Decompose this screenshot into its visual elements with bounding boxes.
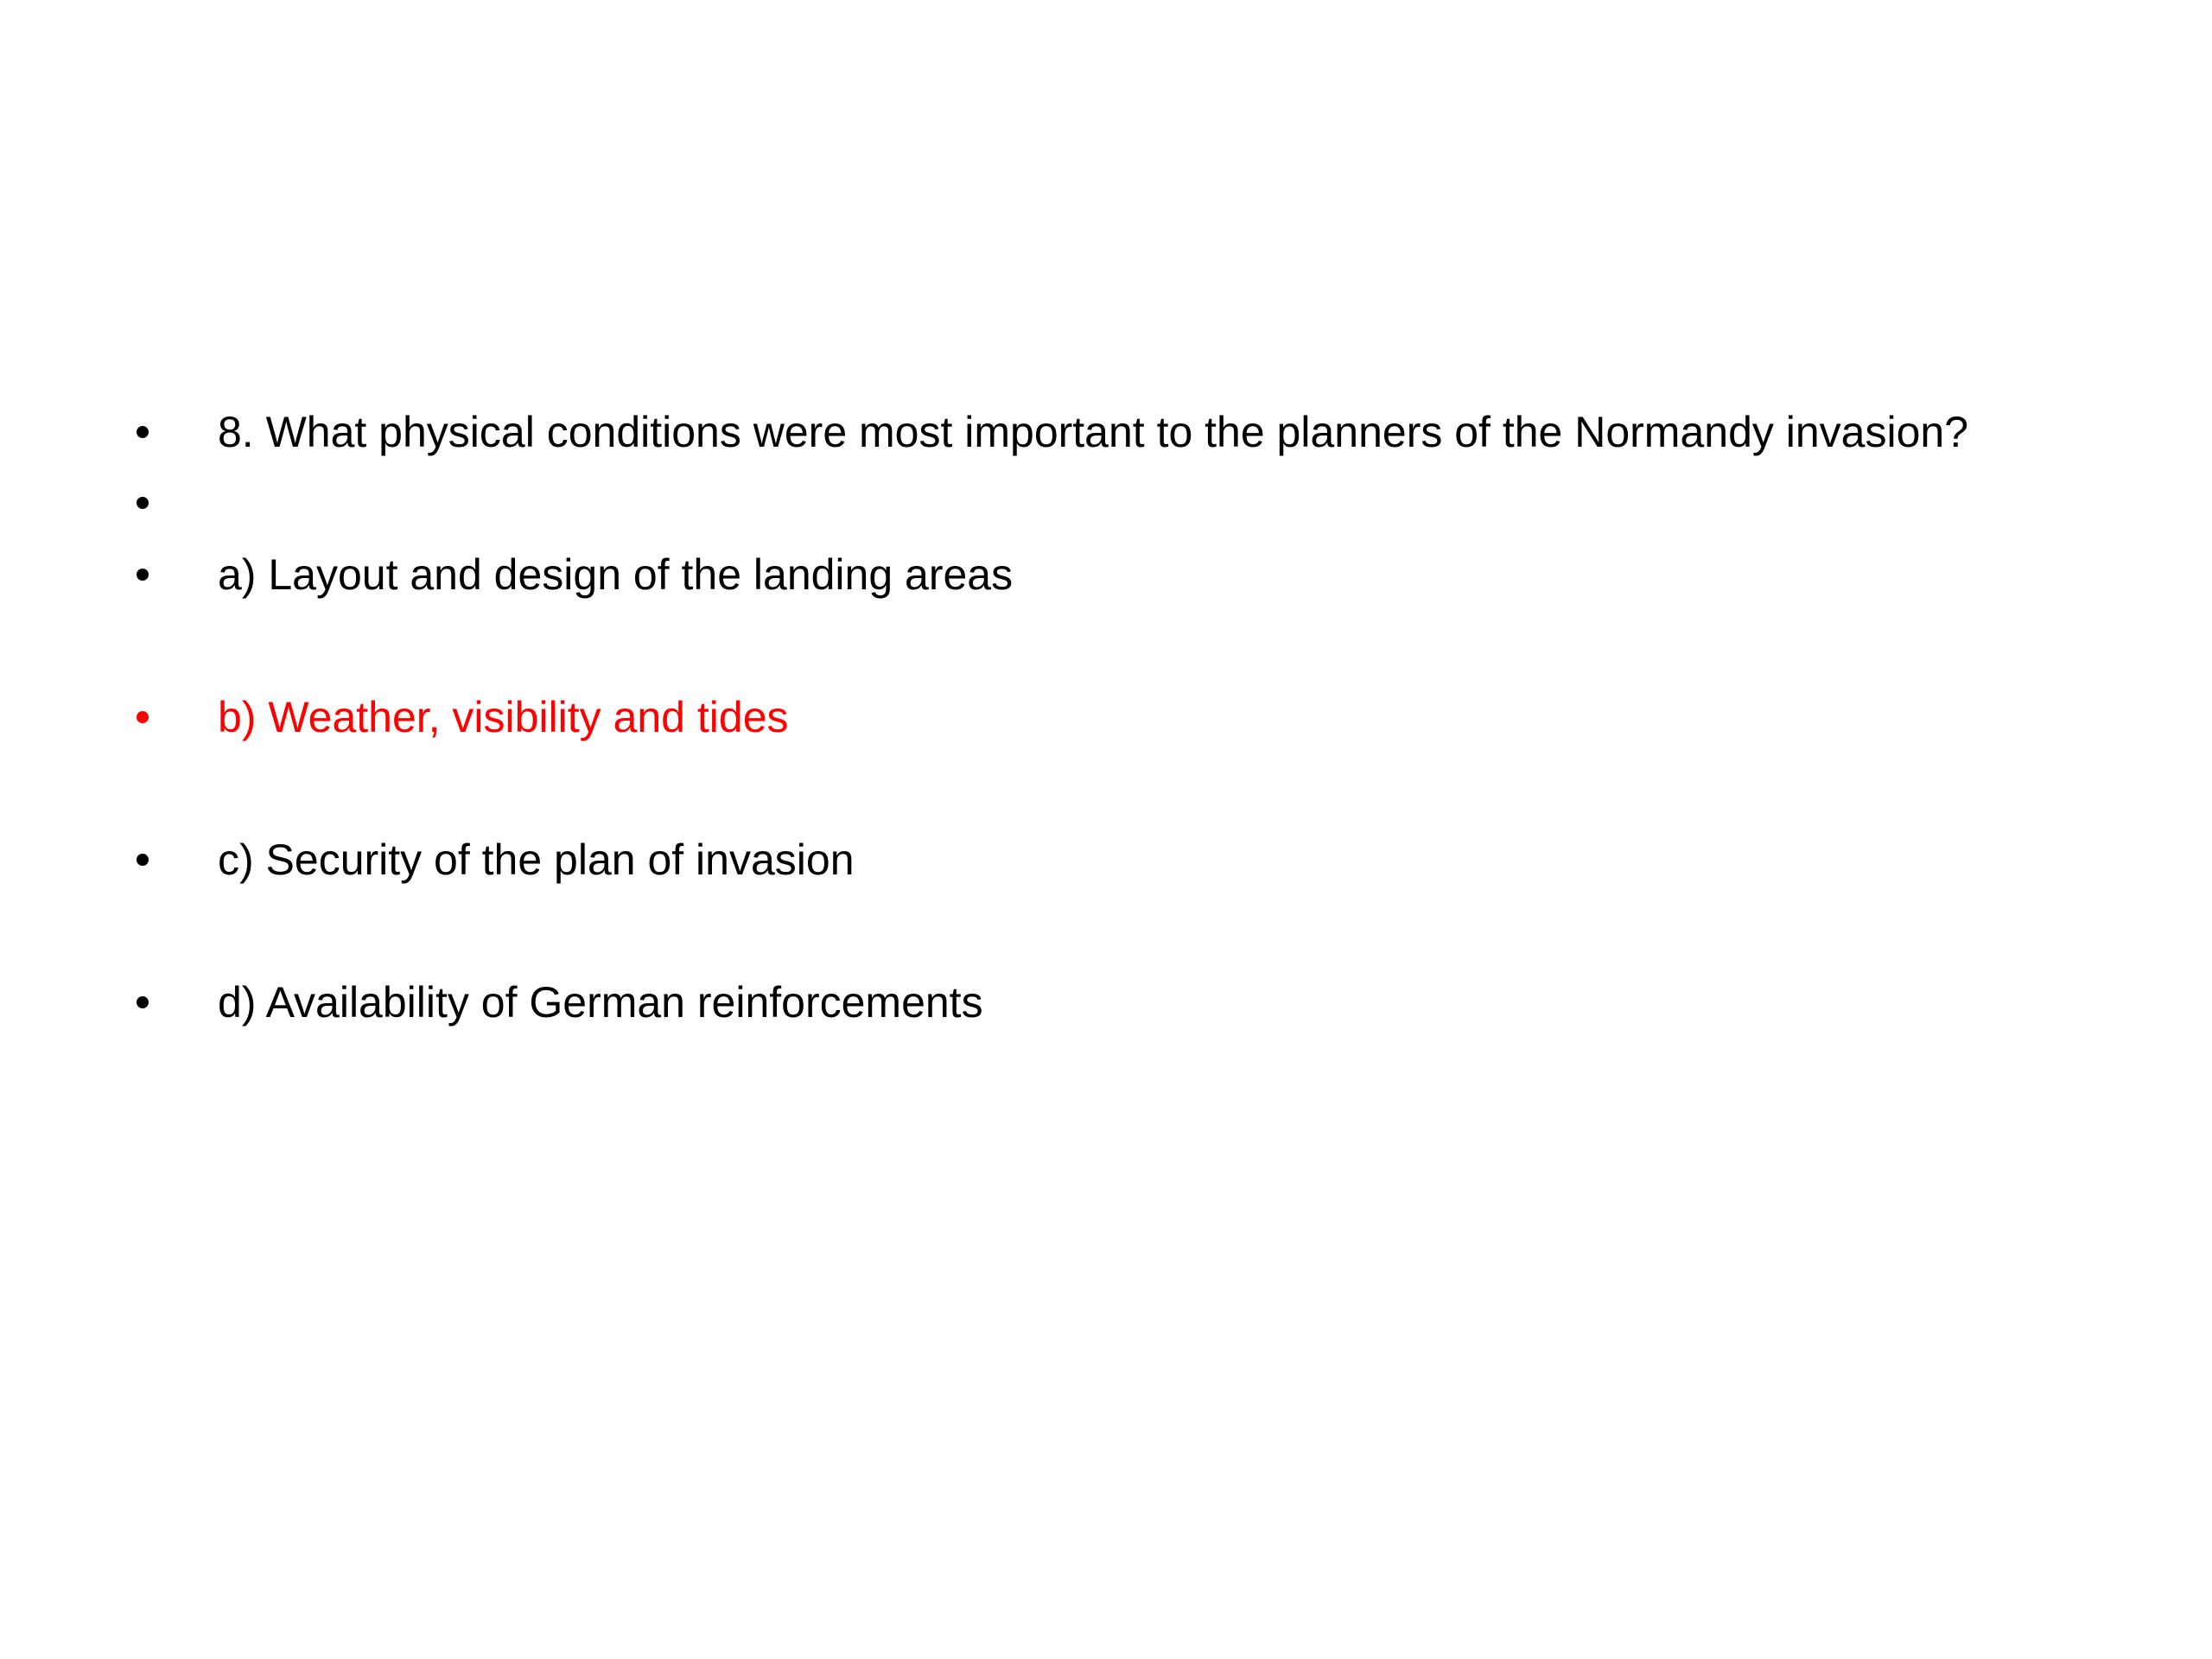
option-d — [0, 963, 2212, 1041]
bullet-icon — [130, 536, 156, 613]
option-b — [0, 678, 2212, 756]
bullet-icon — [130, 393, 156, 471]
bullet-icon — [130, 821, 156, 899]
option-a — [0, 536, 2212, 613]
option-b-text: b) Weather, visibility and tides — [218, 693, 789, 741]
option-a-text: a) Layout and design of the landing areas — [218, 550, 1014, 599]
option-d-text: d) Availability of German reinforcements — [218, 978, 983, 1027]
bullet-icon — [130, 464, 156, 542]
option-c-text: c) Security of the plan of invasion — [218, 836, 855, 884]
question-line — [0, 393, 2212, 471]
bullet-icon — [130, 678, 156, 756]
bullet-icon — [130, 963, 156, 1041]
option-c — [0, 821, 2212, 899]
empty-bullet-line — [0, 464, 2212, 542]
question-text: 8. What physical conditions were most important to the planners of the Normandy invasion? — [218, 408, 1969, 456]
